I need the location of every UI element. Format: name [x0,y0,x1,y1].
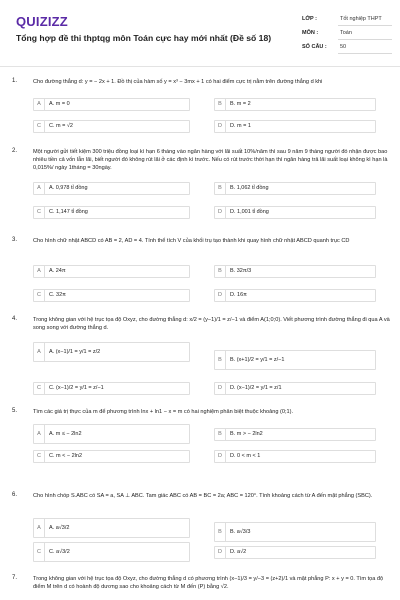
question-text: Trong không gian với hệ trục tọa độ Oxyz, cho đường thẳng d có phương trình (x−1)/3 = y/−3 = (z+2)/1 và mặt phẳng P: x + y = 0. Tìm tọa độ điểm M trên d có hoành độ dương sao cho khoảng cách từ M đến (P) bằng √2. [33,576,384,590]
option-c[interactable] [33,206,190,219]
option-a[interactable] [33,265,190,278]
quizizz-logo: QUIZIZZ [16,14,68,29]
option-label: A [34,266,45,277]
option-d[interactable] [214,289,376,302]
option-c[interactable] [33,542,190,562]
option-label: C [34,207,45,218]
option-label: D [215,121,226,132]
question-number: 1. [12,78,18,84]
option-label: C [34,543,45,561]
question-number: 7. [12,575,18,581]
option-label: B [215,429,226,440]
option-text: D. a√2 [230,549,247,555]
question-text: Cho hình chóp S.ABC có SA = a, SA ⊥ ABC. Tam giác ABC có AB = BC = 2a; ABC = 120°. Tính khoảng cách từ A đến mặt phẳng (SBC). [33,493,373,499]
option-b[interactable] [214,98,376,111]
option-text: C. 32π [49,292,66,298]
meta-row-count [300,40,392,54]
option-label: D [215,383,226,394]
meta-value: Toán [338,26,392,40]
option-text: A. a√3/2 [49,525,70,531]
question-number: 3. [12,237,18,243]
option-c[interactable] [33,450,190,463]
meta-row-class [300,12,392,26]
option-label: C [34,121,45,132]
option-a[interactable] [33,182,190,195]
option-text: D. 16π [230,292,247,298]
option-text: B. m = 2 [230,101,251,107]
option-label: C [34,451,45,462]
option-label: D [215,451,226,462]
option-label: D [215,547,226,558]
option-text: A. m ≤ − 2ln2 [49,431,82,437]
option-label: A [34,425,45,443]
meta-value: 50 [338,40,392,54]
option-b[interactable] [214,182,376,195]
option-label: A [34,183,45,194]
option-text: A. m = 0 [49,101,70,107]
option-c[interactable] [33,382,190,395]
option-d[interactable] [214,382,376,395]
option-text: A. 0,978 tỉ đồng [49,185,88,191]
option-label: B [215,523,226,541]
meta-value: Tốt nghiệp THPT [338,12,392,26]
option-label: D [215,207,226,218]
question-text: Cho hình chữ nhật ABCD có AB = 2, AD = 4. Tính thể tích V của khối trụ tạo thành khi quay hình chữ nhật ABCD quanh trục CD [33,238,350,244]
option-label: B [215,99,226,110]
question-text: Một người gửi tiết kiệm 300 triệu đồng loại kì hạn 6 tháng vào ngân hàng với lãi suất 10%/năm thì sau 9 năm 9 tháng người đó nhận được bao nhiêu tiền cả vốn lẫn lãi, biết người đó không rút lãi ở các định kì trước. Nếu có rút trước thời hạn thì ngân hàng trả lãi suất loại không kì hạn là 0,015%/ ngày 1tháng = 30ngày. [33,149,388,171]
question-text: Cho đường thẳng d: y = − 2x + 1. Đồ thị của hàm số y = x³ − 3mx + 1 có hai điểm cực trị nằm trên đường thẳng d khi [33,79,323,85]
option-text: A. 24π [49,268,66,274]
option-label: A [34,99,45,110]
option-d[interactable] [214,450,376,463]
option-b[interactable] [214,350,376,370]
option-text: C. (x−1)/2 = y/1 = z/−1 [49,385,104,391]
option-label: A [34,343,45,361]
option-a[interactable] [33,424,190,444]
option-text: D. (x−1)/2 = y/1 = z/1 [230,385,282,391]
option-b[interactable] [214,522,376,542]
option-text: C. m < − 2ln2 [49,453,83,459]
question-text: Trong không gian với hệ trục tọa độ Oxyz, cho đường thẳng d: x/2 = (y−1)/1 = z/−1 và điểm A(1;0;0). Viết phương trình đường thẳng đi qua A và song song với đường thẳng d. [33,317,390,331]
option-text: B. 1,062 tỉ đồng [230,185,269,191]
option-label: A [34,519,45,537]
option-text: B. a√3/3 [230,529,251,535]
option-text: B. (x+1)/2 = y/1 = z/−1 [230,357,285,363]
option-text: C. 1,147 tỉ đồng [49,209,88,215]
header-divider [0,66,400,67]
option-text: D. 1,001 tỉ đồng [230,209,269,215]
option-d[interactable] [214,206,376,219]
option-a[interactable] [33,98,190,111]
option-label: C [34,383,45,394]
option-label: D [215,290,226,301]
option-text: B. m > − 2ln2 [230,431,263,437]
option-d[interactable] [214,120,376,133]
question-text: Tìm các giá trị thực của m để phương trình lnx + ln1 − x = m có hai nghiệm phân biệt thuộc khoảng (0;1). [33,409,294,415]
option-a[interactable] [33,518,190,538]
meta-key: MÔN : [302,29,319,36]
option-d[interactable] [214,546,376,559]
option-text: D. m = 1 [230,123,251,129]
meta-key: SỐ CÂU : [302,43,327,50]
option-text: D. 0 < m < 1 [230,453,261,459]
question-number: 2. [12,148,18,154]
question-number: 5. [12,408,18,414]
option-label: C [34,290,45,301]
option-text: A. (x−1)/1 = y/1 = z/2 [49,349,101,355]
option-b[interactable] [214,265,376,278]
question-number: 6. [12,492,18,498]
header [0,0,400,64]
option-text: C. a√3/2 [49,549,70,555]
meta-key: LỚP : [302,15,317,22]
option-c[interactable] [33,120,190,133]
question-number: 4. [12,316,18,322]
page-title: Tổng hợp đề thi thptqg môn Toán cực hay mới nhất (Đề số 18) [16,33,272,43]
option-b[interactable] [214,428,376,441]
option-label: B [215,183,226,194]
option-a[interactable] [33,342,190,362]
option-label: B [215,266,226,277]
option-text: C. m = √2 [49,123,73,129]
option-text: B. 32π/3 [230,268,252,274]
option-label: B [215,351,226,369]
meta-row-subject [300,26,392,40]
meta-table [300,12,392,54]
option-c[interactable] [33,289,190,302]
